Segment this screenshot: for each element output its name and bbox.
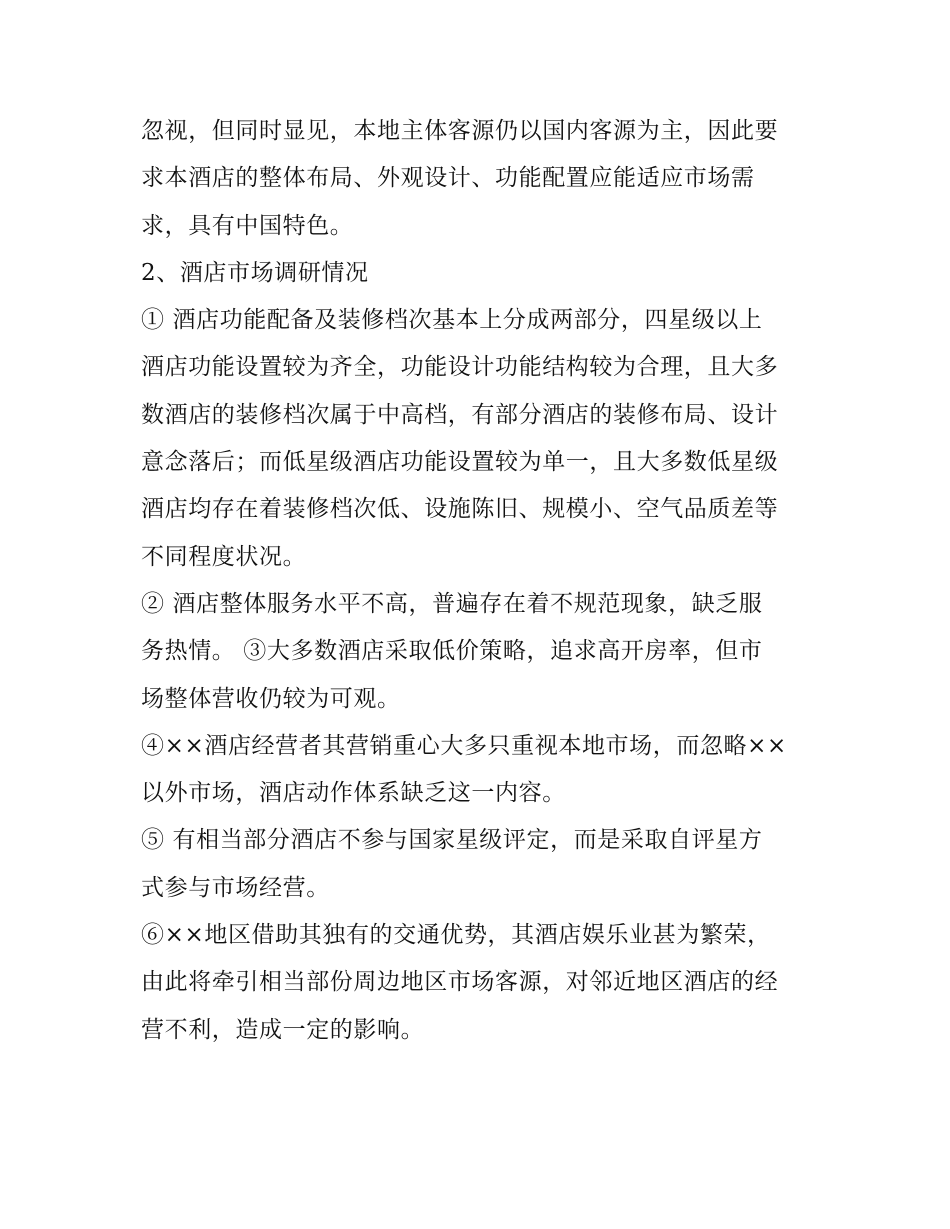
text-line: ② 酒店整体服务水平不高，普遍存在着不规范现象，缺乏服 [141, 590, 763, 617]
text-line: 求本酒店的整体布局、外观设计、功能配置应能适应市场需 [141, 165, 755, 192]
text-line: 忽视，但同时显见，本地主体客源仍以国内客源为主，因此要 [141, 118, 779, 144]
text-line: ⑥××地区借助其独有的交通优势，其酒店娱乐业甚为繁荣， [141, 922, 771, 949]
text-line: 数酒店的装修档次属于中高档，有部分酒店的装修布局、设计 [141, 401, 779, 428]
document-body [141, 108, 821, 1054]
text-line: 酒店功能设置较为齐全，功能设计功能结构较为合理，且大多 [141, 354, 779, 381]
text-line: 务热情。 ③大多数酒店采取低价策略，追求高开房率，但市 [141, 638, 763, 665]
text-line: 式参与市场经营。 [141, 874, 330, 901]
text-line: 不同程度状况。 [141, 543, 307, 570]
text-line: 意念落后；而低星级酒店功能设置较为单一，且大多数低星级 [141, 449, 779, 476]
text-line: 场整体营收仍较为可观。 [141, 685, 401, 712]
text-line: ⑤ 有相当部分酒店不参与国家星级评定，而是采取自评星方 [141, 827, 763, 854]
text-line: 酒店均存在着装修档次低、设施陈旧、规模小、空气品质差等 [141, 496, 779, 523]
text-line: 营不利，造成一定的影响。 [141, 1016, 425, 1043]
text-line: 由此将牵引相当部份周边地区市场客源，对邻近地区酒店的经 [141, 969, 779, 996]
text-line: 以外市场，酒店动作体系缺乏这一内容。 [141, 780, 566, 807]
text-line: ① 酒店功能配备及装修档次基本上分成两部分，四星级以上 [141, 307, 763, 334]
text-line: ④××酒店经营者其营销重心大多只重视本地市场，而忽略×× [141, 732, 787, 759]
text-line: 求，具有中国特色。 [141, 212, 354, 239]
section-heading: 2、酒店市场调研情况 [141, 259, 369, 286]
